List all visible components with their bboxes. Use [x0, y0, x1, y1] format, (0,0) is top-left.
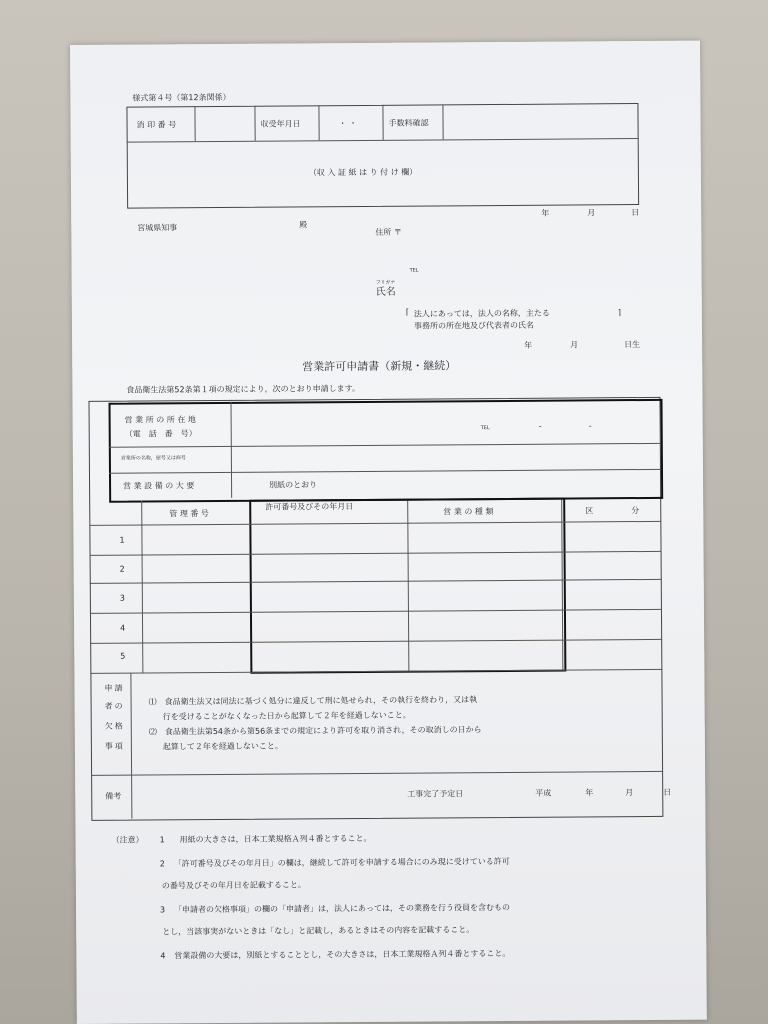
disqualification-label-char: 事 — [104, 741, 113, 751]
completion-year: 年 — [585, 788, 594, 798]
application-form-paper — [70, 41, 707, 1024]
column-business-type: 営 業 の 種 類 — [443, 507, 494, 517]
column-permit-number-date: 許可番号及びその年月日 — [265, 502, 354, 512]
note-2-line1: 「許可番号及びその年月日」の欄は，継続して許可を申請する場合にのみ現に受けている許可 — [173, 856, 510, 869]
document-title: 営業許可申請書（新規・継続） — [302, 359, 457, 374]
applicant-tel-label: TEL — [409, 267, 419, 274]
note-number: 3 — [160, 905, 166, 915]
disqualification-item2-line2: 起算して２年を経過しないこと。 — [162, 741, 283, 752]
birth-day: 日生 — [624, 340, 641, 350]
date-day: 日 — [631, 208, 640, 218]
column-classification-2: 分 — [631, 506, 640, 516]
disqualification-item2-line1: ⑵ 食品衛生法第54条から第56条までの規定により許可を取り消され，その取消しの日から — [148, 725, 482, 737]
phone-label: （電 話 番 号） — [124, 429, 197, 439]
tel-dash-1: - — [538, 421, 542, 431]
stamp-area-label: （収 入 証 紙 は り 付 け 欄） — [308, 167, 418, 178]
honorific: 殿 — [299, 220, 308, 230]
note-3-line1: 「申請者の欠格事項」の欄の「申請者」は，法人にあっては，その業務を行う役員を含むもの — [174, 902, 510, 915]
disqualification-label-char: 欠 — [104, 721, 113, 731]
disqualification-label-char: 者 — [104, 701, 113, 711]
note-number: 4 — [160, 951, 166, 961]
column-classification-1: 区 — [585, 506, 594, 516]
row-number: 2 — [119, 564, 125, 574]
location-label: 営 業 所 の 所 在 地 — [124, 415, 196, 425]
corporate-note-bracket-left: ⌈ — [405, 307, 410, 317]
column-management-number: 管 理 番 号 — [169, 509, 209, 519]
fee-check-label: 手数料確認 — [388, 118, 429, 128]
birth-year: 年 — [524, 340, 533, 350]
row-number: 1 — [119, 535, 125, 545]
note-4: 営業設備の大要は，別紙とすることとし，その大きさは，日本工業規格Ａ列４番とすること。 — [174, 948, 511, 961]
disqualification-label-char: の — [114, 701, 123, 711]
disqualification-label-char: 格 — [114, 721, 123, 731]
disqualification-item1-line2: 行を受けることがなくなった日から起算して２年を経過しないこと。 — [162, 710, 411, 722]
received-date-label: 収受年月日 — [260, 119, 301, 129]
note-2-line2: の番号及びその年月日を記載すること。 — [161, 880, 306, 891]
tel-dash-2: - — [588, 421, 592, 431]
address-label: 住所 〒 — [375, 227, 402, 237]
note-3-line2: とし，当該事実がないときは「なし」と記載し，あるときはその内容を記載すること。 — [162, 925, 475, 937]
row-number: 3 — [119, 593, 125, 603]
disqualification-item1-line1: ⑴ 食品衛生法又は同法に基づく処分に違反して刑に処せられ，その執行を終わり，又は執 — [148, 695, 478, 707]
disqualification-label-char: 請 — [114, 683, 123, 693]
remarks-label: 備考 — [105, 791, 122, 801]
intro-text: 食品衛生法第52条第１項の規定により，次のとおり申請します。 — [126, 383, 360, 395]
equipment-value: 別紙のとおり — [269, 480, 318, 490]
completion-month: 月 — [625, 788, 634, 798]
notes-heading: （注意） — [111, 835, 144, 845]
corporate-note-line1: 法人にあっては，法人の名称，主たる — [413, 308, 550, 319]
date-month: 月 — [587, 208, 596, 218]
date-year: 年 — [541, 208, 550, 218]
note-number: 1 — [159, 835, 165, 845]
completion-era: 平成 — [535, 788, 552, 798]
completion-day: 日 — [663, 787, 672, 797]
completion-date-label: 工事完了予定日 — [407, 789, 464, 799]
form-number: 様式第４号（第12条関係） — [132, 92, 231, 103]
name-label: 氏名 — [375, 286, 396, 298]
birth-month: 月 — [570, 340, 579, 350]
received-date-dots: ・ ・ — [338, 118, 358, 129]
establishment-tel-label: TEL — [480, 425, 490, 432]
disqualification-label-char: 項 — [114, 741, 123, 751]
note-number: 2 — [159, 859, 165, 869]
disqualification-label-char: 申 — [104, 683, 113, 693]
corporate-note-bracket-right: ⌉ — [617, 308, 622, 318]
equipment-label: 営 業 設 備 の 大 要 — [123, 481, 195, 491]
receipt-number-label: 消 印 番 号 — [136, 120, 177, 130]
business-name-label: 営業所の名称，屋号又は商号 — [120, 455, 186, 462]
furigana-label: フリガナ — [375, 279, 396, 286]
row-number: 5 — [120, 651, 126, 661]
corporate-note-line2: 事務所の所在地及び代表者の氏名 — [413, 320, 534, 331]
note-1: 用紙の大きさは，日本工業規格Ａ列４番とすること。 — [179, 833, 372, 845]
addressee: 宮城県知事 — [137, 223, 178, 233]
row-number: 4 — [120, 623, 126, 633]
